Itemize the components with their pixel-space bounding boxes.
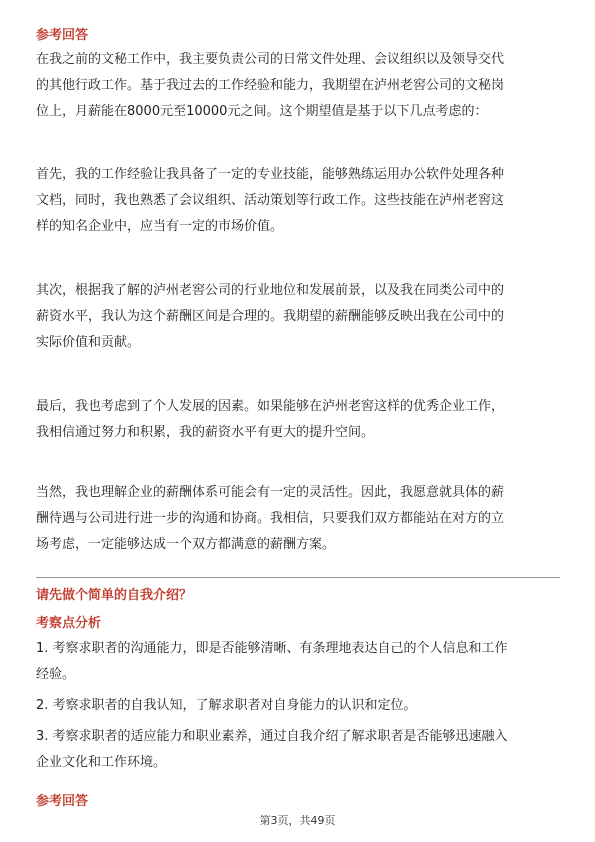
paragraph-line: 酬待遇与公司进行进一步的沟通和协商。我相信，只要我们双方都能站在对方的立 <box>36 511 505 526</box>
answer-paragraph-2 <box>36 162 562 240</box>
list-item <box>36 636 562 688</box>
paragraph-line: 其次，根据我了解的泸州老窖公司的行业地位和发展前景，以及我在同类公司中的 <box>36 283 505 298</box>
paragraph-line: 在我之前的文秘工作中，我主要负责公司的日常文件处理、会议组织以及领导交代 <box>36 52 505 67</box>
page-number-footer: 第3页，共49页 <box>259 814 336 827</box>
paragraph-line: 位上，月薪能在8000元至10000元之间。这个期望值是基于以下几点考虑的： <box>36 104 488 119</box>
paragraph-line: 首先，我的工作经验让我具备了一定的专业技能，能够熟练运用办公软件处理各种 <box>36 167 505 182</box>
paragraph-line: 当然，我也理解企业的薪酬体系可能会有一定的灵活性。因此，我愿意就具体的薪 <box>36 485 505 500</box>
question-heading: 请先做个简单的自我介绍？ <box>36 588 193 603</box>
section-divider <box>36 577 560 578</box>
paragraph-line: 我相信通过努力和积累，我的薪资水平有更大的提升空间。 <box>36 425 375 440</box>
paragraph-line: 场考虑，一定能够达成一个双方都满意的薪酬方案。 <box>36 537 336 552</box>
list-item-line: 3. 考察求职者的适应能力和职业素养，通过自我介绍了解求职者是否能够迅速融入 <box>36 729 508 744</box>
answer-heading: 参考回答 <box>36 28 89 43</box>
paragraph-line: 的其他行政工作。基于我过去的工作经验和能力，我期望在泸州老窖公司的文秘岗 <box>36 78 505 93</box>
paragraph-line: 文档，同时，我也熟悉了会议组织、活动策划等行政工作。这些技能在泸州老窖这 <box>36 193 505 208</box>
answer-paragraph-5 <box>36 480 562 558</box>
analysis-heading: 考察点分析 <box>36 616 102 631</box>
list-item <box>36 724 562 776</box>
list-item-line: 经验。 <box>36 667 76 682</box>
paragraph-line: 样的知名企业中，应当有一定的市场价值。 <box>36 219 284 234</box>
list-item-line: 2. 考察求职者的自我认知，了解求职者对自身能力的认识和定位。 <box>36 698 417 713</box>
answer-paragraph-4 <box>36 394 562 446</box>
paragraph-line: 实际价值和贡献。 <box>36 335 141 350</box>
paragraph-line: 最后，我也考虑到了个人发展的因素。如果能够在泸州老窖这样的优秀企业工作， <box>36 399 505 414</box>
answer-paragraph-3 <box>36 278 562 356</box>
list-item-line: 企业文化和工作环境。 <box>36 755 167 770</box>
answer-paragraph-1 <box>36 47 562 125</box>
paragraph-line: 薪资水平，我认为这个薪酬区间是合理的。我期望的薪酬能够反映出我在公司中的 <box>36 309 505 324</box>
list-item <box>36 693 562 719</box>
answer-heading-2: 参考回答 <box>36 794 89 809</box>
list-item-line: 1. 考察求职者的沟通能力，即是否能够清晰、有条理地表达自己的个人信息和工作 <box>36 641 508 656</box>
analysis-list <box>36 636 562 781</box>
